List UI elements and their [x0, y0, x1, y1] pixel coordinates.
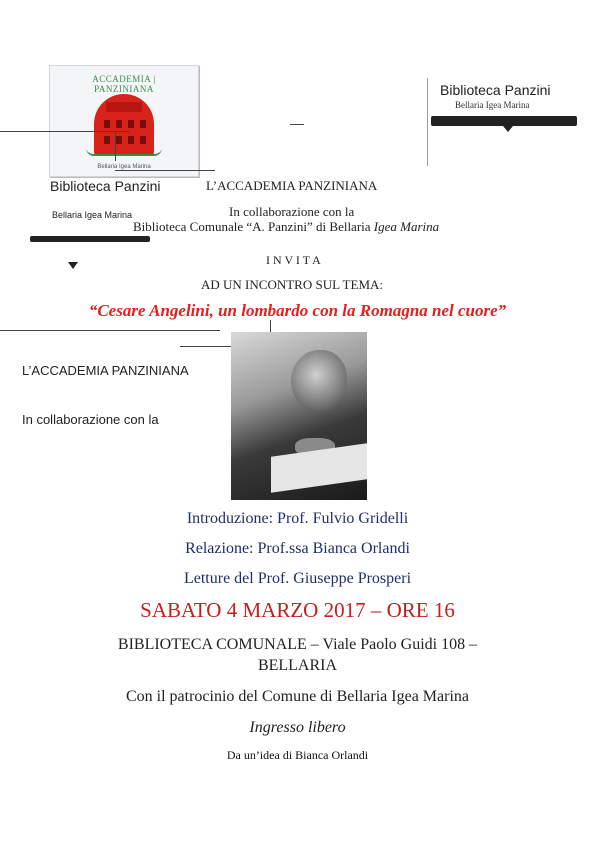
event-date: SABATO 4 MARZO 2017 – ORE 16 — [140, 598, 455, 622]
patronage-text: Con il patrocinio del Comune di Bellaria Igea Marina — [125, 688, 469, 705]
ghost-library-name: Biblioteca Panzini — [50, 178, 161, 194]
venue-line-2: BELLARIA — [257, 657, 338, 674]
ghost-library-place: Bellaria Igea Marina — [52, 210, 133, 220]
biblioteca-logo-place: Bellaria Igea Marina — [455, 100, 530, 110]
ghost-line — [115, 131, 116, 161]
ghost-collab-text: In collaborazione con la — [22, 412, 159, 427]
book-shelf-icon — [431, 116, 577, 126]
ghost-line — [115, 170, 215, 171]
logo-divider — [427, 78, 428, 166]
ghost-shelf-icon — [30, 236, 150, 242]
ghost-line — [0, 330, 220, 331]
entry-text: Ingresso libero — [249, 719, 346, 736]
accademia-logo-subtitle: Bellaria Igea Marina — [97, 164, 151, 170]
venue-line-1: BIBLIOTECA COMUNALE – Viale Paolo Guidi 108 – — [117, 636, 478, 653]
theme-title: “Cesare Angelini, un lombardo con la Romagna nel cuore” — [88, 301, 507, 320]
accademia-logo-arch-text: ACCADEMIA | PANZINIANA — [92, 74, 156, 94]
invita-text: I N V I T A — [266, 253, 321, 267]
library-line — [133, 219, 439, 235]
meeting-text: AD UN INCONTRO SUL TEMA: — [201, 277, 383, 292]
portrait-head — [291, 350, 347, 412]
idea-credit: Da un’idea di Bianca Orlandi — [226, 748, 369, 762]
biblioteca-logo-name: Biblioteca Panzini — [440, 82, 551, 98]
portrait-paper — [271, 443, 367, 492]
laurel-icon — [86, 148, 162, 156]
relazione-speaker: Relazione: Prof.ssa Bianca Orlandi — [185, 540, 410, 557]
ghost-line — [290, 124, 304, 125]
cesare-angelini-photo — [231, 332, 367, 500]
accademia-logo — [49, 65, 199, 177]
ghost-academy-text: L’ACCADEMIA PANZINIANA — [22, 363, 189, 378]
ghost-arrow-icon — [68, 262, 78, 269]
academy-heading: L’ACCADEMIA PANZINIANA — [206, 178, 378, 193]
bookmark-icon — [503, 126, 513, 132]
library-place: Igea Marina — [373, 219, 440, 234]
library-name: Biblioteca Comunale “A. Panzini” di Bellaria — [133, 219, 374, 234]
ghost-line — [0, 131, 130, 132]
intro-speaker: Introduzione: Prof. Fulvio Gridelli — [186, 510, 409, 527]
letture-speaker: Letture del Prof. Giuseppe Prosperi — [183, 570, 412, 587]
accademia-building-icon — [94, 94, 154, 156]
collab-text: In collaborazione con la — [229, 204, 355, 219]
biblioteca-logo — [425, 78, 595, 168]
